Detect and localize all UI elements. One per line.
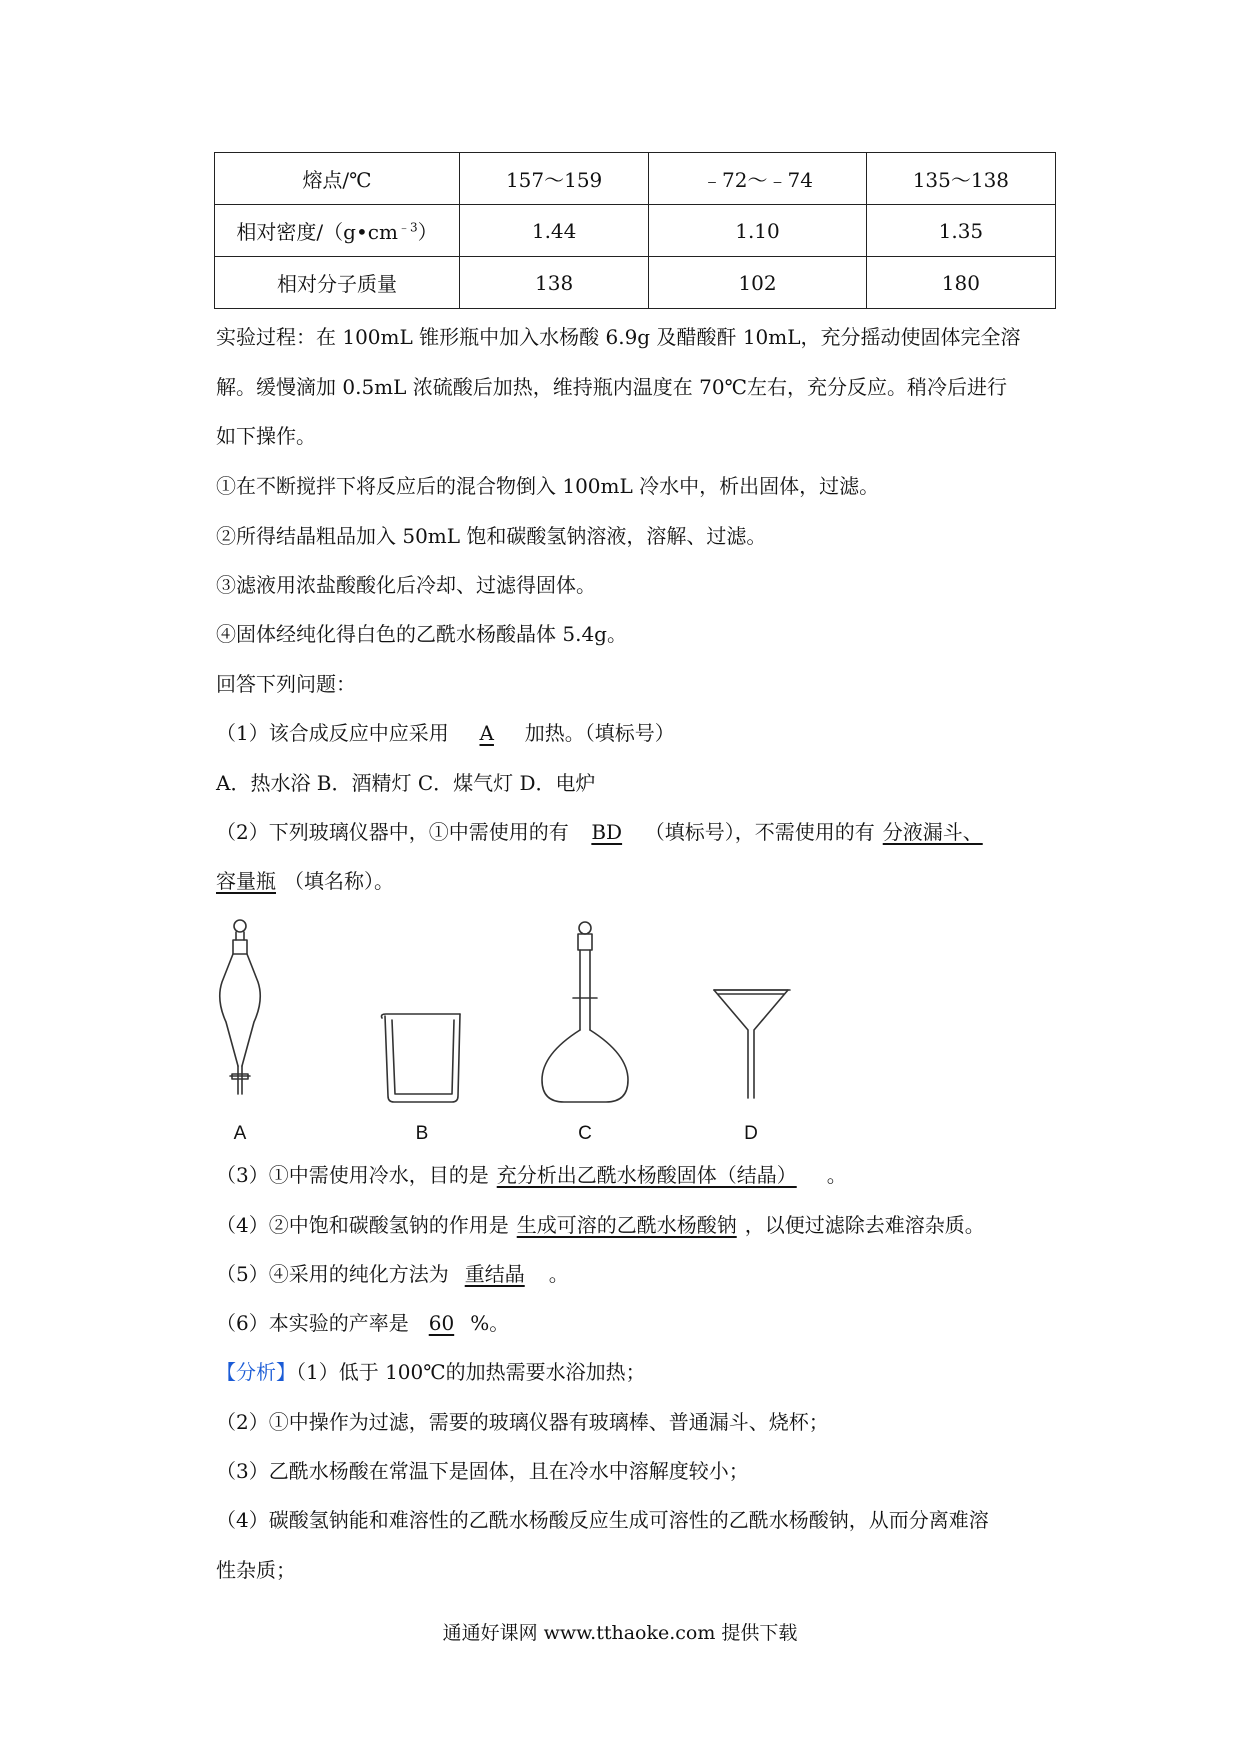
question-2 — [216, 817, 991, 847]
row-label-prefix: 相对密度/（g•cm — [236, 220, 398, 244]
question-text: （1）该合成反应中应采用 — [216, 721, 449, 745]
volumetric-flask-icon — [542, 922, 628, 1102]
question-text: （3）①中需使用冷水，目的是 — [216, 1163, 489, 1187]
question-5 — [216, 1259, 569, 1289]
answer-prompt: 回答下列问题： — [216, 672, 356, 696]
separatory-funnel-icon — [220, 920, 261, 1094]
question-3 — [216, 1160, 847, 1190]
answer-blank: 分液漏斗、 — [882, 820, 983, 844]
answer-blank: 生成可溶的乙酰水杨酸钠 — [516, 1213, 737, 1237]
page-footer: 通通好课网 www.tthaoke.com 提供下载 — [442, 1622, 798, 1644]
question-text: （填标号），不需使用的有 — [644, 820, 875, 844]
question-text: 。 — [548, 1262, 569, 1286]
answer-blank: A — [479, 721, 494, 745]
question-text: 。 — [826, 1163, 847, 1187]
step-3: ③滤液用浓盐酸酸化后冷却、过滤得固体。 — [216, 573, 596, 597]
step-1: ①在不断搅拌下将反应后的混合物倒入 100mL 冷水中，析出固体，过滤。 — [216, 474, 880, 498]
table-cell: 1.35 — [866, 205, 1055, 257]
step-2: ②所得结晶粗品加入 50mL 饱和碳酸氢钠溶液，溶解、过滤。 — [216, 524, 767, 548]
question-text: （2）下列玻璃仪器中，①中需使用的有 — [216, 820, 569, 844]
question-4 — [216, 1210, 985, 1240]
answer-blank: 容量瓶 — [216, 869, 276, 893]
table-row — [215, 153, 1056, 205]
figure-label: B — [415, 1123, 429, 1144]
question-text: ，以便过滤除去难溶杂质。 — [744, 1213, 985, 1237]
analysis-line-3: （3）乙酰水杨酸在常温下是固体，且在冷水中溶解度较小； — [216, 1459, 749, 1483]
table-row — [215, 205, 1056, 257]
process-line-3: 如下操作。 — [216, 424, 316, 448]
table-cell: 102 — [649, 257, 867, 309]
figure-label: D — [744, 1123, 758, 1144]
step-4: ④固体经纯化得白色的乙酰水杨酸晶体 5.4g。 — [216, 622, 627, 646]
properties-table — [214, 152, 1056, 309]
glassware-figure — [216, 918, 816, 1148]
process-line-1: 实验过程：在 100mL 锥形瓶中加入水杨酸 6.9g 及醋酸酐 10mL，充分摇动使固体完全溶 — [216, 325, 1021, 349]
answer-blank: 充分析出乙酰水杨酸固体（结晶） — [496, 1163, 797, 1187]
question-6 — [216, 1308, 509, 1338]
table-cell: 135～138 — [866, 153, 1055, 205]
answer-blank: 重结晶 — [464, 1262, 525, 1286]
table-cell: 1.10 — [649, 205, 867, 257]
question-text: 加热。（填标号） — [524, 721, 675, 745]
analysis-line-2: （2）①中操作为过滤，需要的玻璃仪器有玻璃棒、普通漏斗、烧杯； — [216, 1410, 829, 1434]
process-line-2: 解。缓慢滴加 0.5mL 浓硫酸后加热，维持瓶内温度在 70℃左右，充分反应。稍冷后进行 — [216, 375, 1007, 399]
row-label-suffix: ） — [417, 220, 438, 244]
analysis-line-1 — [216, 1357, 646, 1387]
row-label: 熔点/℃ — [215, 153, 460, 205]
figure-label: A — [233, 1123, 247, 1144]
table-cell: 1.44 — [460, 205, 649, 257]
analysis-line-5: 性杂质； — [216, 1558, 296, 1582]
question-1-options: A．热水浴 B．酒精灯 C．煤气灯 D．电炉 — [216, 771, 596, 795]
row-label — [215, 205, 460, 257]
question-text: （4）②中饱和碳酸氢钠的作用是 — [216, 1213, 509, 1237]
answer-blank: 60 — [428, 1311, 455, 1335]
question-1 — [216, 718, 675, 748]
row-label: 相对分子质量 — [215, 257, 460, 309]
question-text: %。 — [470, 1311, 510, 1335]
analysis-line-4: （4）碳酸氢钠能和难溶性的乙酰水杨酸反应生成可溶性的乙酰水杨酸钠，从而分离难溶 — [216, 1508, 989, 1532]
question-text: （6）本实验的产率是 — [216, 1311, 409, 1335]
table-cell: ﹣72～﹣74 — [649, 153, 867, 205]
analysis-text: （1）低于 100℃的加热需要水浴加热； — [296, 1360, 646, 1384]
table-row — [215, 257, 1056, 309]
glassware-drawing — [216, 918, 816, 1118]
table-cell: 157～159 — [460, 153, 649, 205]
question-2-cont — [216, 866, 394, 896]
funnel-icon — [714, 990, 790, 1098]
answer-blank: BD — [591, 820, 623, 844]
analysis-tag: 【分析】 — [216, 1360, 296, 1384]
question-text: （5）④采用的纯化方法为 — [216, 1262, 449, 1286]
table-cell: 138 — [460, 257, 649, 309]
figure-label: C — [578, 1123, 592, 1144]
beaker-icon — [382, 1014, 461, 1102]
row-label-sup: ﹣3 — [397, 220, 418, 235]
table-cell: 180 — [866, 257, 1055, 309]
question-text: （填名称）。 — [284, 869, 394, 893]
